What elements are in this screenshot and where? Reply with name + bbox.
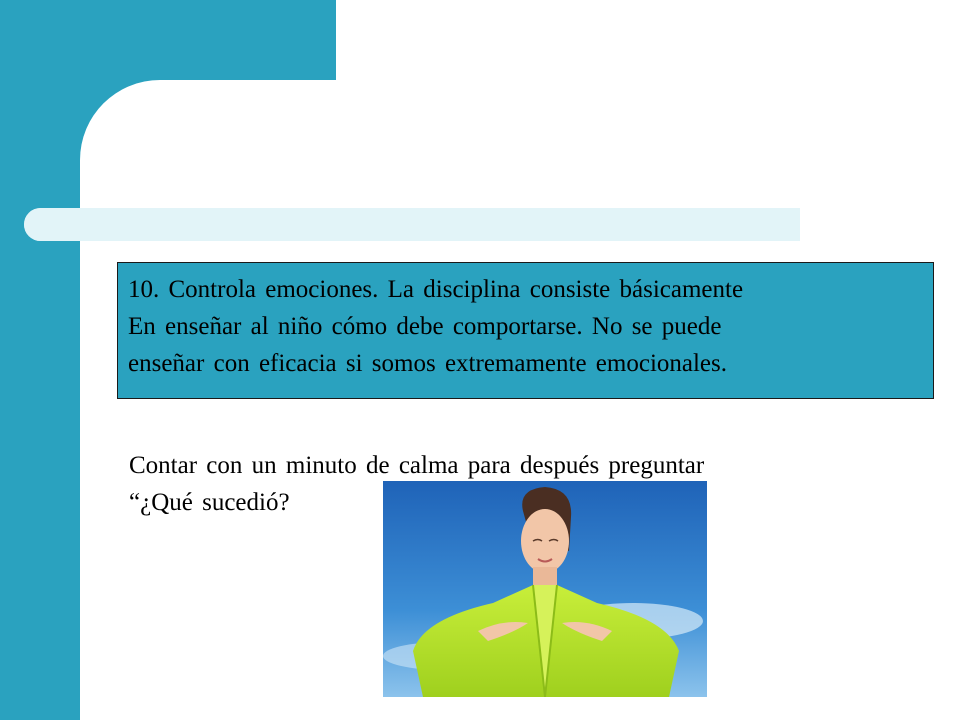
box-line-3: enseñar con eficacia si somos extremamente emocionales. [128,350,728,377]
title-band [24,208,800,241]
woman-breathing-photo [383,481,707,697]
box-line-1: 10. Controla emociones. La disciplina consiste básicamente [128,276,744,303]
left-accent-bar [0,0,80,720]
highlight-text-box [117,262,934,399]
paragraph-line-2: “¿Qué sucedió? [129,489,290,516]
title-band-cap [24,208,80,241]
box-line-2: En enseñar al niño cómo debe comportarse. No se puede [128,313,722,340]
top-accent-block [80,0,336,80]
paragraph-line-1: Contar con un minuto de calma para después preguntar [129,452,705,479]
